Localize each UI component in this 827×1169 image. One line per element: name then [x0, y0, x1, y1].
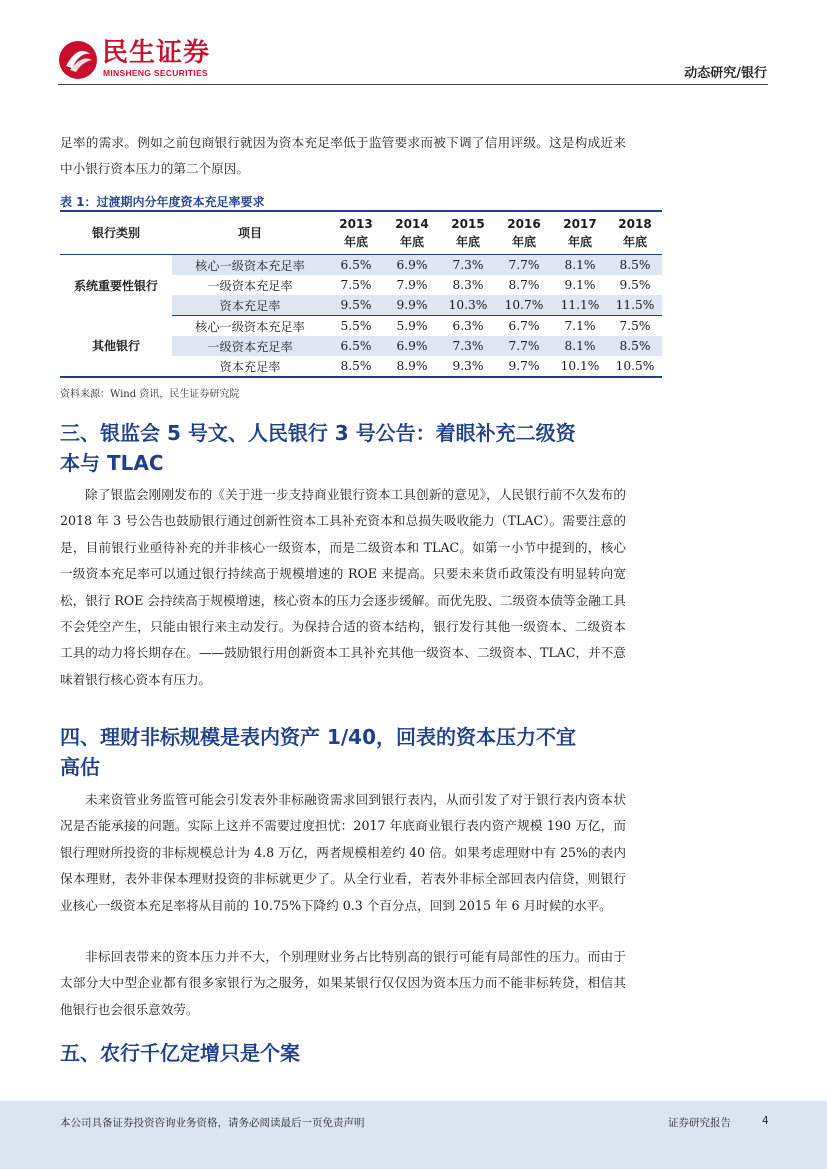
- brand-name: 民生证券: [102, 38, 211, 68]
- footer-disclaimer: 本公司具备证券投资咨询业务资格，请务必阅读最后一页免责声明: [60, 1117, 365, 1129]
- value-cell: 8.1%: [552, 255, 608, 276]
- table-source: 资料来源：Wind 资讯，民生证券研究院: [60, 389, 240, 400]
- bank-category: 系统重要性银行: [73, 278, 158, 293]
- value-cell: 5.9%: [396, 319, 428, 333]
- col-header-year: 2017 年底: [563, 217, 597, 249]
- value-cell: 8.7%: [508, 278, 540, 292]
- item-cell: 一级资本充足率: [172, 336, 328, 356]
- item-cell: 一级资本充足率: [207, 278, 293, 293]
- value-cell: 6.5%: [328, 336, 384, 356]
- value-cell: 9.5%: [619, 278, 651, 292]
- value-cell: 9.7%: [496, 356, 552, 377]
- item-cell: 资本充足率: [172, 356, 328, 377]
- page-footer: [0, 1101, 827, 1169]
- value-cell: 8.9%: [384, 356, 440, 377]
- value-cell: 7.9%: [396, 278, 428, 292]
- report-category: 动态研究/银行: [684, 66, 767, 81]
- col-header-year: 2018 年底: [618, 217, 652, 249]
- brand-name-english: MINSHENG SECURITIES: [103, 68, 208, 78]
- table-row: [60, 316, 662, 337]
- section-heading-4: 四、理财非标规模是表内资产 1/40，回表的资本压力不宜 高估: [60, 725, 577, 779]
- value-cell: 10.7%: [496, 295, 552, 316]
- value-cell: 9.1%: [564, 278, 596, 292]
- capital-ratio-table: [60, 210, 662, 378]
- value-cell: 9.3%: [440, 356, 496, 377]
- item-cell: 核心一级资本充足率: [195, 319, 305, 334]
- value-cell: 10.3%: [440, 295, 496, 316]
- value-cell: 6.9%: [384, 336, 440, 356]
- intro-paragraph: 足率的需求。例如之前包商银行就因为资本充足率低于监管要求而被下调了信用评级。这是构成近来中小银行资本压力的第二个原因。: [60, 135, 626, 177]
- col-header-bank: 银行类别: [91, 226, 140, 240]
- page-number: 4: [762, 1115, 769, 1127]
- col-header-year: 2013 年底: [339, 217, 373, 249]
- value-cell: 9.5%: [328, 295, 384, 316]
- item-cell: 核心一级资本充足率: [172, 255, 328, 276]
- section-heading-3: 三、银监会 5 号文、人民银行 3 号公告：着眼补充二级资 本与 TLAC: [60, 421, 576, 475]
- value-cell: 7.5%: [619, 319, 651, 333]
- value-cell: 7.3%: [440, 255, 496, 276]
- header-divider: [58, 84, 768, 85]
- value-cell: 7.7%: [496, 255, 552, 276]
- page-header: [0, 0, 827, 90]
- value-cell: 8.5%: [608, 255, 662, 276]
- value-cell: 11.1%: [552, 295, 608, 316]
- value-cell: 8.3%: [452, 278, 484, 292]
- value-cell: 5.5%: [340, 319, 372, 333]
- value-cell: 8.1%: [552, 336, 608, 356]
- item-cell: 资本充足率: [172, 295, 328, 316]
- section-4-paragraph-1: 未来资管业务监管可能会引发表外非标融资需求回到银行表内，从而引发了对于银行表内资本状况是否能承接的问题。实际上这并不需要过度担忧：2017 年底商业银行表内资产规模 190 万亿，而银行理财所投资的非标规模总计为 4.8 万亿，两者规模相差约 40 倍。如果考虑理财中有 25%的表内保本理财，表外非保本理财投资的非标就更少了。从全行业看，若表外非标全部回表内信贷，则银行业核心一级资本充足率将从目前的 10.75%下降约 0.3 个百分点，回到 2015 年 6 月时候的水平。: [60, 792, 626, 913]
- section-4-paragraph-2: 非标回表带来的资本压力并不大，个别理财业务占比特别高的银行可能有局部性的压力。而由于太部分大中型企业都有很多家银行为之服务，如果某银行仅仅因为资本压力而不能非标转贷，相信其他银行也会很乐意效劳。: [60, 949, 626, 1017]
- value-cell: 10.5%: [608, 356, 662, 377]
- value-cell: 6.5%: [328, 255, 384, 276]
- value-cell: 7.1%: [564, 319, 596, 333]
- value-cell: 6.7%: [508, 319, 540, 333]
- value-cell: 6.3%: [452, 319, 484, 333]
- bank-category: 其他银行: [60, 316, 172, 378]
- value-cell: 6.9%: [384, 255, 440, 276]
- col-header-item: 项目: [237, 226, 262, 240]
- value-cell: 7.5%: [340, 278, 372, 292]
- value-cell: 10.1%: [552, 356, 608, 377]
- section-3-paragraph: 除了银监会刚刚发布的《关于进一步支持商业银行资本工具创新的意见》，人民银行前不久发布的 2018 年 3 号公告也鼓励银行通过创新性资本工具补充资本和总损失吸收能力（TLAC）。需要注意的是，目前银行业亟待补充的并非核心一级资本，而是二级资本和 TLAC。如第一小节中提到的，核心一级资本充足率可以通过银行持续高于规模增速的 ROE 来提高。只要未来货币政策没有明显转向宽松，银行 ROE 会持续高于规模增速，核心资本的压力会逐步缓解。而优先股、二级资本债等金融工具不会凭空产生，只能由银行来主动发行。为保持合适的资本结构，银行发行其他一级资本、二级资本工具的动力将长期存在。——鼓励银行用创新资本工具补充其他一级资本、二级资本、TLAC，并不意味着银行核心资本有压力。: [60, 487, 626, 687]
- value-cell: 7.7%: [496, 336, 552, 356]
- footer-report-type: 证券研究报告: [668, 1117, 731, 1129]
- table-row: [60, 255, 662, 276]
- value-cell: 8.5%: [608, 336, 662, 356]
- col-header-year: 2014 年底: [395, 217, 429, 249]
- value-cell: 9.9%: [384, 295, 440, 316]
- table-title: 表 1：过渡期内分年度资本充足率要求: [60, 195, 265, 209]
- minsheng-logo-icon: [58, 40, 98, 80]
- col-header-year: 2016 年底: [507, 217, 541, 249]
- value-cell: 8.5%: [328, 356, 384, 377]
- value-cell: 11.5%: [608, 295, 662, 316]
- section-heading-5: 五、农行千亿定增只是个案: [60, 1041, 300, 1065]
- col-header-year: 2015 年底: [451, 217, 485, 249]
- value-cell: 7.3%: [440, 336, 496, 356]
